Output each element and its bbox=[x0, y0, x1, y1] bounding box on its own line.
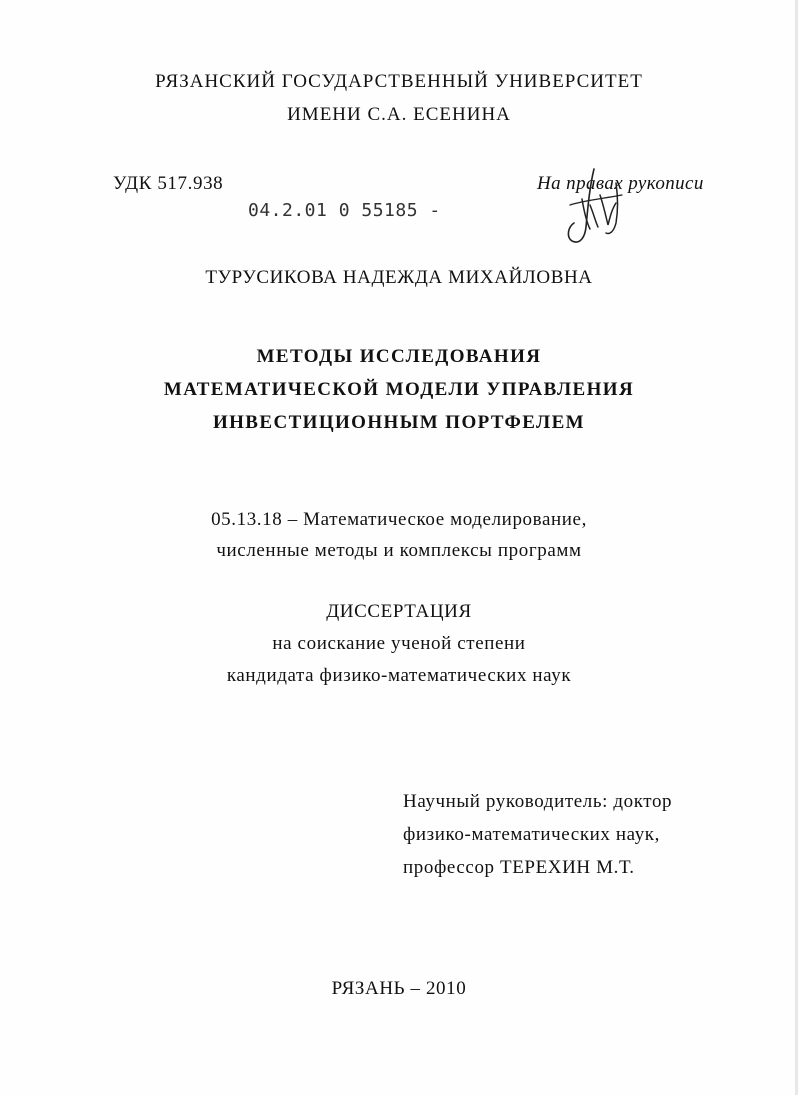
university-name-line2: ИМЕНИ С.А. ЕСЕНИНА bbox=[287, 104, 511, 125]
degree-line2: кандидата физико-математических наук bbox=[226, 665, 572, 686]
specialty-line1: 05.13.18 – Математическое моделирование, bbox=[211, 509, 587, 530]
university-name-line1: РЯЗАНСКИЙ ГОСУДАРСТВЕННЫЙ УНИВЕРСИТЕТ bbox=[155, 71, 643, 92]
dissertation-title-line1: МЕТОДЫ ИССЛЕДОВАНИЯ bbox=[256, 346, 542, 367]
advisor-line3: профессор ТЕРЕХИН М.Т. bbox=[403, 857, 635, 878]
specialty-line2: численные методы и комплексы программ bbox=[216, 540, 582, 561]
signature-icon bbox=[560, 165, 630, 255]
advisor-line1: Научный руководитель: доктор bbox=[403, 791, 673, 812]
city-year: РЯЗАНЬ – 2010 bbox=[331, 978, 467, 999]
advisor-line2: физико-математических наук, bbox=[403, 824, 660, 845]
dissertation-title-line3: ИНВЕСТИЦИОННЫМ ПОРТФЕЛЕМ bbox=[212, 412, 586, 433]
manuscript-rights-note: На правах рукописи bbox=[537, 173, 704, 194]
library-stamp-number: 04.2.01 0 55185 - bbox=[248, 200, 441, 221]
degree-line1: на соискание ученой степени bbox=[272, 633, 526, 654]
dissertation-title-line2: МАТЕМАТИЧЕСКОЙ МОДЕЛИ УПРАВЛЕНИЯ bbox=[163, 379, 635, 400]
author-name: ТУРУСИКОВА НАДЕЖДА МИХАЙЛОВНА bbox=[205, 267, 593, 288]
dissertation-label: ДИССЕРТАЦИЯ bbox=[326, 601, 472, 622]
udc-code: УДК 517.938 bbox=[113, 173, 224, 194]
